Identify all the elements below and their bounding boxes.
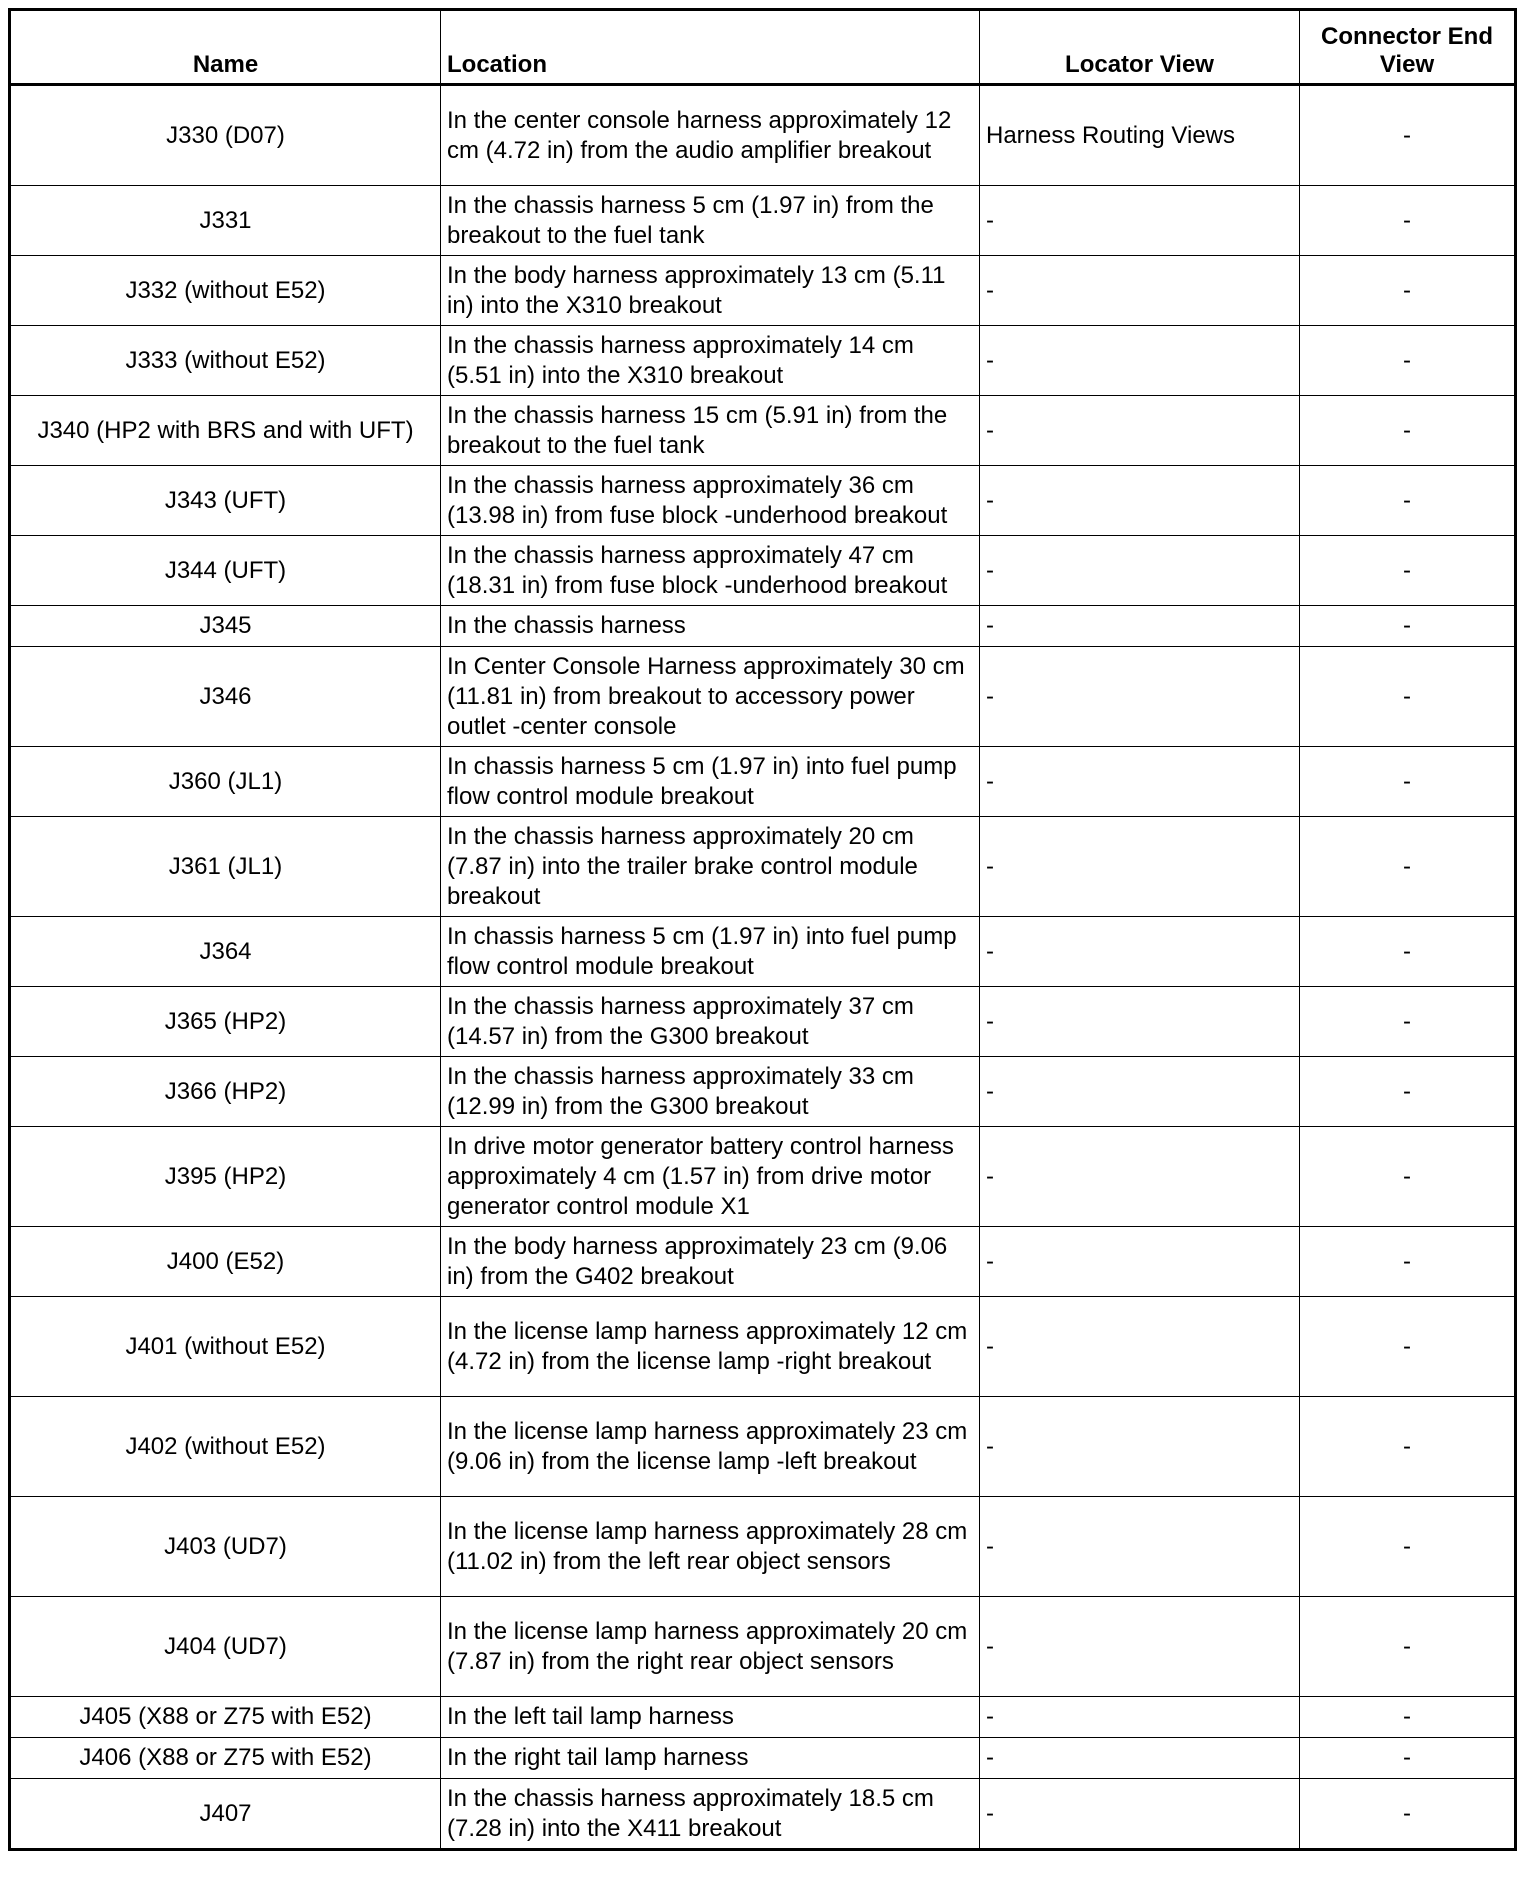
cell-locator-view: - — [980, 1297, 1300, 1397]
cell-locator-view: - — [980, 1397, 1300, 1497]
table-row — [10, 256, 1516, 326]
cell-locator-view: - — [980, 606, 1300, 647]
cell-connector-end-view: - — [1300, 1779, 1516, 1850]
table-row — [10, 186, 1516, 256]
table-row — [10, 1057, 1516, 1127]
table-row — [10, 1597, 1516, 1697]
table-body — [10, 85, 1516, 1850]
cell-name: J346 — [10, 647, 441, 747]
cell-locator-view: - — [980, 987, 1300, 1057]
cell-name: J365 (HP2) — [10, 987, 441, 1057]
cell-location: In the license lamp harness approximately 12 cm (4.72 in) from the license lamp -right breakout — [441, 1297, 980, 1397]
table-row — [10, 326, 1516, 396]
table-row — [10, 606, 1516, 647]
cell-connector-end-view: - — [1300, 1397, 1516, 1497]
cell-connector-end-view: - — [1300, 536, 1516, 606]
cell-connector-end-view: - — [1300, 1497, 1516, 1597]
cell-locator-view: - — [980, 917, 1300, 987]
cell-location: In the chassis harness approximately 37 cm (14.57 in) from the G300 breakout — [441, 987, 980, 1057]
cell-connector-end-view: - — [1300, 606, 1516, 647]
cell-location: In the chassis harness 15 cm (5.91 in) from the breakout to the fuel tank — [441, 396, 980, 466]
cell-name: J402 (without E52) — [10, 1397, 441, 1497]
cell-location: In the chassis harness 5 cm (1.97 in) from the breakout to the fuel tank — [441, 186, 980, 256]
cell-connector-end-view: - — [1300, 1738, 1516, 1779]
cell-location: In the center console harness approximately 12 cm (4.72 in) from the audio amplifier breakout — [441, 85, 980, 186]
cell-connector-end-view: - — [1300, 85, 1516, 186]
cell-location: In the chassis harness approximately 33 cm (12.99 in) from the G300 breakout — [441, 1057, 980, 1127]
cell-locator-view: - — [980, 1127, 1300, 1227]
cell-location: In the license lamp harness approximately 23 cm (9.06 in) from the license lamp -left breakout — [441, 1397, 980, 1497]
cell-locator-view: - — [980, 1738, 1300, 1779]
cell-locator-view: - — [980, 186, 1300, 256]
cell-name: J331 — [10, 186, 441, 256]
cell-locator-view: - — [980, 1697, 1300, 1738]
cell-location: In chassis harness 5 cm (1.97 in) into fuel pump flow control module breakout — [441, 917, 980, 987]
cell-location: In the chassis harness — [441, 606, 980, 647]
cell-connector-end-view: - — [1300, 747, 1516, 817]
table-row — [10, 917, 1516, 987]
table-row — [10, 466, 1516, 536]
cell-location: In drive motor generator battery control harness approximately 4 cm (1.57 in) from drive motor generator control module X1 — [441, 1127, 980, 1227]
cell-locator-view: - — [980, 536, 1300, 606]
table-row — [10, 1697, 1516, 1738]
cell-connector-end-view: - — [1300, 1057, 1516, 1127]
cell-name: J405 (X88 or Z75 with E52) — [10, 1697, 441, 1738]
cell-location: In the license lamp harness approximately 28 cm (11.02 in) from the left rear object sensors — [441, 1497, 980, 1597]
cell-name: J401 (without E52) — [10, 1297, 441, 1397]
cell-locator-view: Harness Routing Views — [980, 85, 1300, 186]
cell-locator-view: - — [980, 256, 1300, 326]
cell-locator-view: - — [980, 1779, 1300, 1850]
cell-connector-end-view: - — [1300, 1297, 1516, 1397]
cell-locator-view: - — [980, 1227, 1300, 1297]
table-row — [10, 1297, 1516, 1397]
header-connector-end-view: Connector End View — [1300, 10, 1516, 85]
cell-connector-end-view: - — [1300, 1597, 1516, 1697]
cell-name: J340 (HP2 with BRS and with UFT) — [10, 396, 441, 466]
header-locator-view: Locator View — [980, 10, 1300, 85]
cell-location: In the chassis harness approximately 18.5 cm (7.28 in) into the X411 breakout — [441, 1779, 980, 1850]
table-row — [10, 1738, 1516, 1779]
cell-location: In the body harness approximately 23 cm (9.06 in) from the G402 breakout — [441, 1227, 980, 1297]
header-row — [10, 10, 1516, 85]
cell-connector-end-view: - — [1300, 256, 1516, 326]
cell-name: J400 (E52) — [10, 1227, 441, 1297]
cell-locator-view: - — [980, 1497, 1300, 1597]
cell-location: In the body harness approximately 13 cm (5.11 in) into the X310 breakout — [441, 256, 980, 326]
cell-connector-end-view: - — [1300, 186, 1516, 256]
cell-locator-view: - — [980, 1597, 1300, 1697]
table-row — [10, 747, 1516, 817]
cell-location: In the chassis harness approximately 47 cm (18.31 in) from fuse block -underhood breakout — [441, 536, 980, 606]
cell-location: In chassis harness 5 cm (1.97 in) into fuel pump flow control module breakout — [441, 747, 980, 817]
table-row — [10, 1779, 1516, 1850]
cell-name: J360 (JL1) — [10, 747, 441, 817]
cell-name: J403 (UD7) — [10, 1497, 441, 1597]
cell-connector-end-view: - — [1300, 987, 1516, 1057]
cell-connector-end-view: - — [1300, 817, 1516, 917]
cell-name: J366 (HP2) — [10, 1057, 441, 1127]
cell-location: In the chassis harness approximately 20 cm (7.87 in) into the trailer brake control module breakout — [441, 817, 980, 917]
cell-location: In the left tail lamp harness — [441, 1697, 980, 1738]
cell-name: J404 (UD7) — [10, 1597, 441, 1697]
cell-name: J333 (without E52) — [10, 326, 441, 396]
cell-name: J343 (UFT) — [10, 466, 441, 536]
table-row — [10, 1497, 1516, 1597]
cell-name: J406 (X88 or Z75 with E52) — [10, 1738, 441, 1779]
splice-location-table — [8, 8, 1517, 1851]
cell-locator-view: - — [980, 466, 1300, 536]
cell-name: J395 (HP2) — [10, 1127, 441, 1227]
table-row — [10, 536, 1516, 606]
cell-locator-view: - — [980, 396, 1300, 466]
cell-name: J330 (D07) — [10, 85, 441, 186]
cell-location: In the license lamp harness approximately 20 cm (7.87 in) from the right rear object sensors — [441, 1597, 980, 1697]
cell-name: J344 (UFT) — [10, 536, 441, 606]
cell-connector-end-view: - — [1300, 917, 1516, 987]
cell-name: J407 — [10, 1779, 441, 1850]
cell-name: J361 (JL1) — [10, 817, 441, 917]
cell-locator-view: - — [980, 747, 1300, 817]
header-name: Name — [10, 10, 441, 85]
cell-name: J364 — [10, 917, 441, 987]
table-row — [10, 85, 1516, 186]
table-row — [10, 987, 1516, 1057]
cell-location: In the chassis harness approximately 14 cm (5.51 in) into the X310 breakout — [441, 326, 980, 396]
cell-locator-view: - — [980, 326, 1300, 396]
cell-connector-end-view: - — [1300, 396, 1516, 466]
table-row — [10, 1227, 1516, 1297]
table-row — [10, 817, 1516, 917]
cell-locator-view: - — [980, 817, 1300, 917]
cell-locator-view: - — [980, 647, 1300, 747]
cell-name: J345 — [10, 606, 441, 647]
header-location: Location — [441, 10, 980, 85]
table-row — [10, 1397, 1516, 1497]
cell-name: J332 (without E52) — [10, 256, 441, 326]
table-row — [10, 396, 1516, 466]
table-row — [10, 1127, 1516, 1227]
table-row — [10, 647, 1516, 747]
cell-connector-end-view: - — [1300, 1127, 1516, 1227]
cell-location: In the chassis harness approximately 36 cm (13.98 in) from fuse block -underhood breakout — [441, 466, 980, 536]
cell-locator-view: - — [980, 1057, 1300, 1127]
cell-connector-end-view: - — [1300, 326, 1516, 396]
cell-connector-end-view: - — [1300, 647, 1516, 747]
cell-connector-end-view: - — [1300, 466, 1516, 536]
cell-connector-end-view: - — [1300, 1227, 1516, 1297]
cell-connector-end-view: - — [1300, 1697, 1516, 1738]
cell-location: In Center Console Harness approximately 30 cm (11.81 in) from breakout to accessory power outlet -center console — [441, 647, 980, 747]
cell-location: In the right tail lamp harness — [441, 1738, 980, 1779]
